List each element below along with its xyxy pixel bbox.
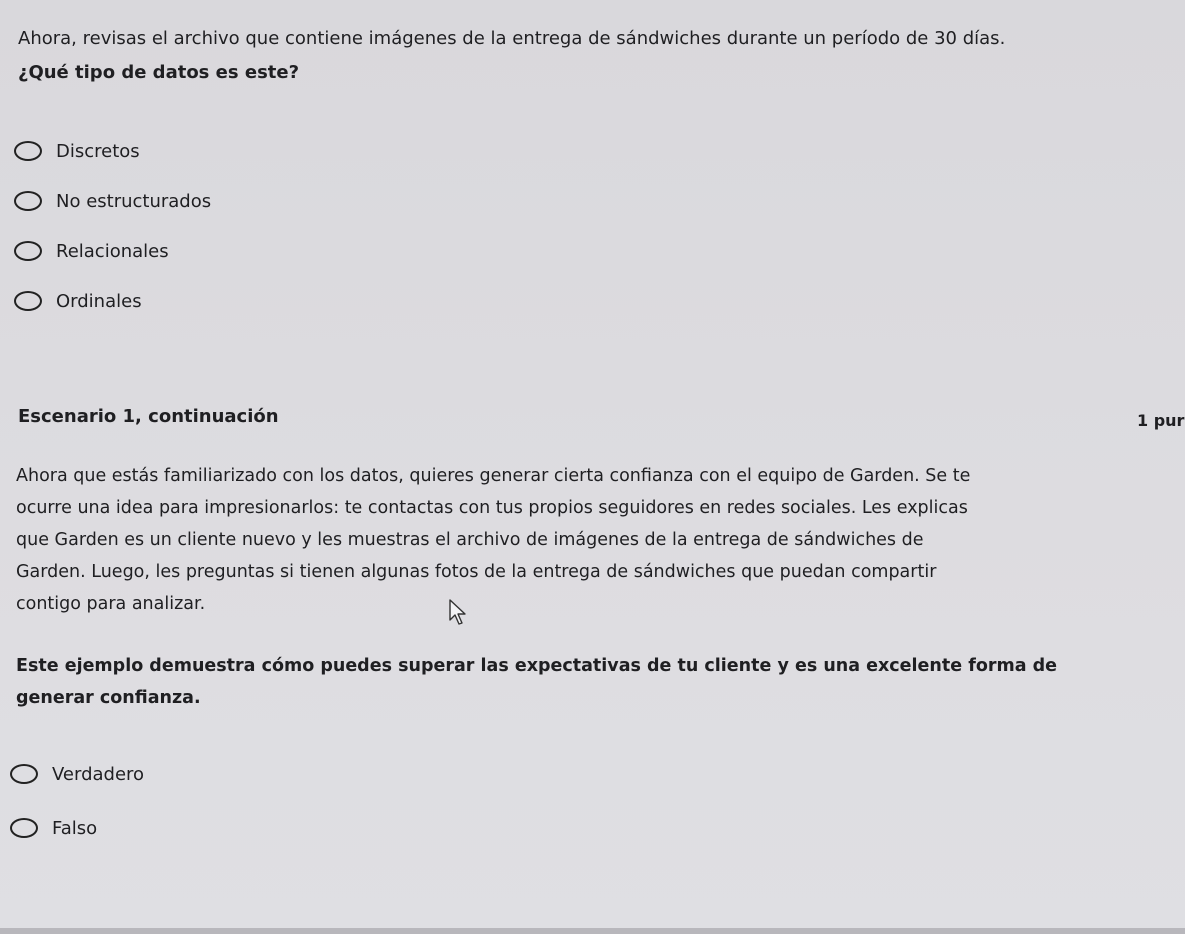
question1-prompt: ¿Qué tipo de datos es este? <box>18 62 300 83</box>
option-label: Relacionales <box>56 240 169 262</box>
paragraph-line: ocurre una idea para impresionarlos: te contactas con tus propios seguidores en redes sociales. Les explicas <box>16 498 968 518</box>
paragraph-line: contigo para analizar. <box>16 594 206 614</box>
statement-line: generar confianza. <box>16 688 201 708</box>
paragraph-line: Ahora que estás familiarizado con los datos, quieres generar cierta confianza con el equipo de Garden. Se te <box>16 466 971 486</box>
scenario-paragraph <box>16 460 1026 620</box>
radio-button[interactable] <box>14 291 42 311</box>
option-no-estructurados[interactable] <box>14 186 211 216</box>
option-label: Falso <box>52 817 98 839</box>
radio-button[interactable] <box>14 241 42 261</box>
option-ordinales[interactable] <box>14 286 142 316</box>
option-verdadero[interactable] <box>10 759 144 789</box>
mouse-cursor-icon <box>448 598 470 628</box>
radio-button[interactable] <box>10 764 38 784</box>
radio-button[interactable] <box>14 141 42 161</box>
option-label: Ordinales <box>56 290 142 312</box>
option-label: Verdadero <box>52 763 145 785</box>
points-label: 1 pur <box>1137 411 1185 430</box>
radio-button[interactable] <box>10 818 38 838</box>
option-discretos[interactable] <box>14 136 140 166</box>
option-falso[interactable] <box>10 813 97 843</box>
statement <box>16 650 1058 714</box>
screen-bottom-edge <box>0 928 1185 934</box>
option-relacionales[interactable] <box>14 236 169 266</box>
section-title: Escenario 1, continuación <box>18 406 279 427</box>
radio-button[interactable] <box>14 191 42 211</box>
question1-intro: Ahora, revisas el archivo que contiene imágenes de la entrega de sándwiches durante un período de 30 días. <box>18 28 1006 49</box>
option-label: No estructurados <box>56 190 212 212</box>
paragraph-line: Garden. Luego, les preguntas si tienen algunas fotos de la entrega de sándwiches que puedan compartir <box>16 562 937 582</box>
option-label: Discretos <box>56 140 140 162</box>
statement-line: Este ejemplo demuestra cómo puedes superar las expectativas de tu cliente y es una excelente forma de <box>16 656 1058 676</box>
paragraph-line: que Garden es un cliente nuevo y les muestras el archivo de imágenes de la entrega de sándwiches de <box>16 530 924 550</box>
